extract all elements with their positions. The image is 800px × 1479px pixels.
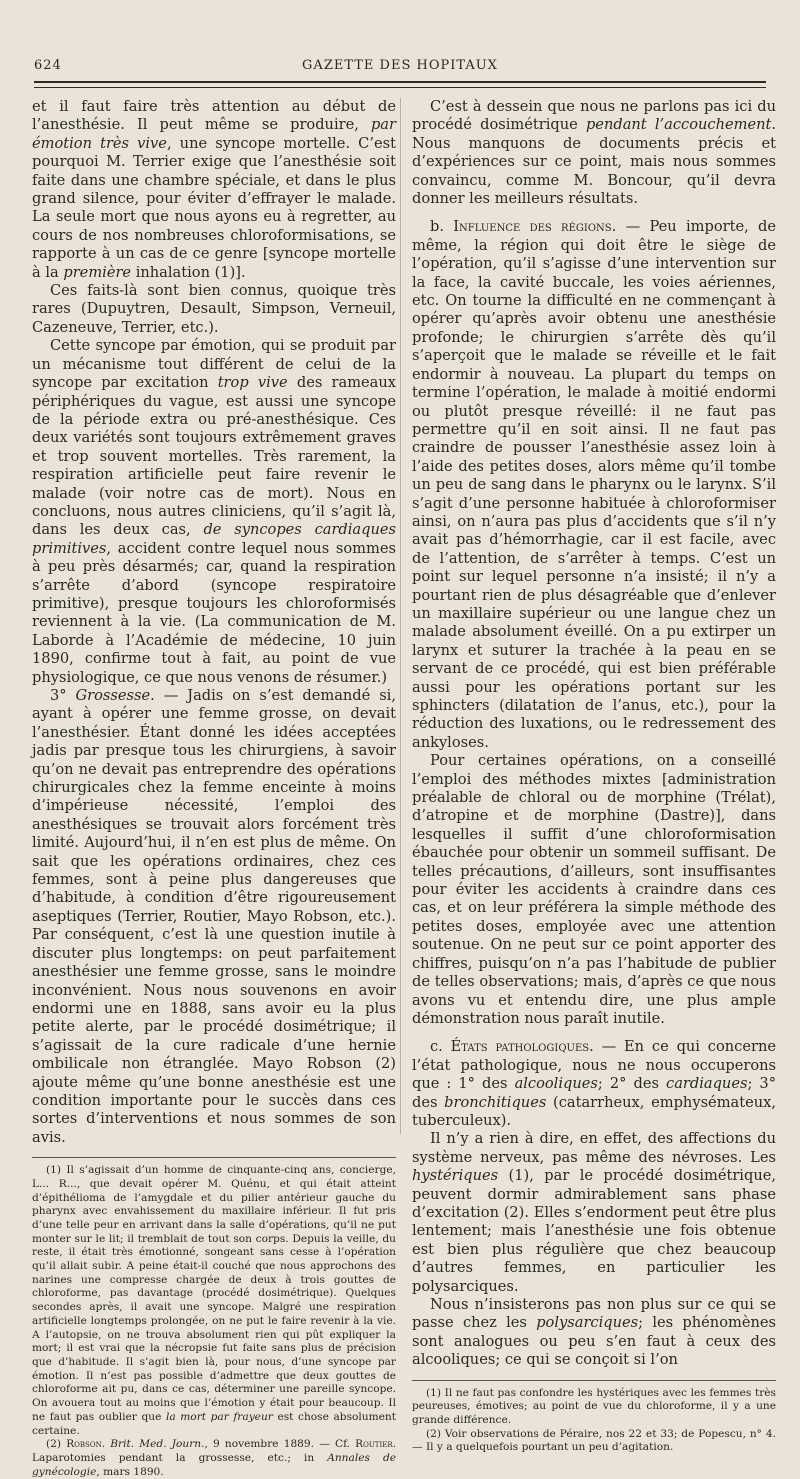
paragraph-known-facts: Ces faits-là sont bien connus, quoique très rares (Dupuytren, Desault, Simpson, Verneuil, Cazeneuve, Terrier, etc.). [32, 282, 396, 336]
footnote-rule [32, 1157, 396, 1158]
right-column [412, 98, 776, 1455]
page-header [34, 58, 766, 78]
footnote-1: (1) Il ne faut pas confondre les hystériques avec les femmes très peureuses, émotives; au point de vue du chloroforme, il y a une grande différence. [412, 1386, 776, 1427]
footnotes-left [32, 1164, 396, 1479]
header-rule-thin [34, 87, 766, 88]
paragraph-influence-regions: b. Influence des régions. — Peu importe, de même, la région qui doit être le siège de l’opération, qu’il s’agisse d’une intervention sur la face, la cavité buccale, les voies aériennes, etc. On tourne la difficulté en ne commençant à opérer qu’après avoir obtenu une anesthésie profonde; le chirurgien s’arrête dès qu’il s’aperçoit que le malade se réveille et le fait endormir à nouveau. La plupart du temps on termine l’opération, le malade à moitié endormi ou plutôt presque réveillé: il ne faut pas permettre qu’il en soit ainsi. Il ne faut pas craindre de pousser l’anesthésie assez loin à l’aide des petites doses, alors même qu’il tombe un peu de sang dans le pharynx ou le larynx. S’il s’agit d’une personne habituée à chloroformiser ainsi, on n’aura pas plus d’accidents que s’il n’y avait pas d’hémorrhagie, car il est facile, avec de l’attention, de s’arrêter à temps. C’est un point sur lequel personne n’a insisté; il n’y a pourtant rien de plus désagréable que d’enlever un maxillaire supérieur ou une langue chez un malade absolument éveillé. On a pu extirper un larynx et suturer la trachée à la peau en se servant de ce procédé, qui est bien préférable aussi pour les opérations portant sur les sphincters (dilatation de l’anus, etc.), pour la réduction des luxations, ou le redressement des ankyloses. [412, 218, 777, 751]
column-divider [400, 98, 401, 1134]
paragraph-methodes-mixtes: Pour certaines opérations, on a conseillé l’emploi des méthodes mixtes [administration préalable de chloral ou de morphine (Trélat), d’atropine et de morphine (Dastre)], dans lesquelles il suffit d’une chloroformisation ébauchée pour obtenir un sommeil suffisant. De telles précautions, d’ailleurs, sont insuffisantes pour éviter les accidents à craindre dans ces cas, et on leur préférera la simple méthode des petites doses, employée avec une attention soutenue. On ne peut sur ce point apporter des chiffres, puisqu’on n’a pas l’habitude de publier de telles observations; mais, d’après ce que nous avons vu et entendu dire, une plus ample démonstration nous paraît inutile. [412, 752, 776, 1027]
paragraph-syncope-emotion: Cette syncope par émotion, qui se produit par un mécanisme tout différent de celui de la syncope par excitation trop vive des rameaux périphériques du vague, est aussi une syncope de la période extra ou pré-anesthésique. Ces deux variétés sont toujours extrêmement graves et trop souvent mortelles. Très rarement, la respiration artificielle peut faire revenir le malade (voir notre cas de mort). Nous en concluons, nous autres cliniciens, qu’il s’agit là, dans les deux cas, de syncopes cardiaques primitives, accident contre lequel nous sommes à peu près désarmés; car, quand la respiration s’arrête d’abord (syncope respiratoire primitive), presque toujours les chloroformisés reviennent à la vie. (La communication de M. Laborde à l’Académie de médecine, 10 juin 1890, confirme tout à fait, au point de vue physiologique, ce que nous venons de résumer.) [32, 337, 397, 686]
paragraph-accouchement: C’est à dessein que nous ne parlons pas ici du procédé dosimétrique pendant l’accouchement. Nous manquons de documents précis et d’expériences sur ce point, mais nous sommes convaincu, comme M. Boncour, qu’il devra donner les meilleurs résultats. [412, 98, 776, 208]
page-number: 624 [34, 58, 62, 73]
footnote-2: (2) Robson. Brit. Med. Journ., 9 novembre 1889. — Cf. Routier. Laparotomies pendant la grossesse, etc.; in Annales de gynécologie, mars 1890. [32, 1438, 397, 1478]
footnote-rule [412, 1380, 776, 1381]
footnote-2: (2) Voir observations de Péraire, nos 22 et 33; de Popescu, n° 4. — Il y a quelquefois pourtant un peu d’agitation. [412, 1427, 776, 1454]
paragraph-etats-pathologiques: c. États pathologiques. — En ce qui concerne l’état pathologique, nous ne nous occuperons que : 1° des alcooliques; 2° des cardiaques; 3° des bronchitiques (catarrheux, emphysémateux, tuberculeux). [412, 1038, 777, 1129]
paragraph-polysarciques: Nous n’insisterons pas non plus sur ce qui se passe chez les polysarciques; les phénomènes sont analogues ou peu s’en faut à ceux des alcooliques; ce qui se conçoit si l’on [412, 1296, 776, 1369]
left-column [32, 98, 396, 1479]
paragraph-emotion-intro: et il faut faire très attention au début de l’anesthésie. Il peut même se produire, par émotion très vive, une syncope mortelle. C’est pourquoi M. Terrier exige que l’anesthésie soit faite dans une chambre spéciale, et dans le plus grand silence, pour éviter d’effrayer le malade. La seule mort que nous ayons eu à regretter, au cours de nos nombreuses chloroformisations, se rapporte à un cas de ce genre [syncope mortelle à la première inhalation (1)]. [32, 98, 396, 281]
paragraph-hysteriques: Il n’y a rien à dire, en effet, des affections du système nerveux, pas même des névroses. Les hystériques (1), par le procédé dosimétrique, peuvent dormir admirablement sans phase d’excitation (2). Elles s’endorment peut être plus lentement; mais l’anesthésie une fois obtenue est bien plus régulière que chez beaucoup d’autres femmes, en particulier les polysarciques. [412, 1130, 776, 1295]
journal-title: GAZETTE DES HOPITAUX [302, 58, 498, 73]
footnotes-right [412, 1387, 776, 1456]
header-rule-thick [34, 81, 766, 83]
paragraph-grossesse: 3° Grossesse. — Jadis on s’est demandé si, ayant à opérer une femme grosse, on devait l’anesthésier. Étant donné les idées acceptées jadis par presque tous les chirurgiens, à savoir qu’on ne devait pas entreprendre des opérations chirurgicales chez la femme enceinte à moins d’impérieuse nécessité, l’emploi des anesthésiques se trouvait alors forcément très limité. Aujourd’hui, il n’en est plus de même. On sait que les opérations ordinaires, chez ces femmes, sont à peine plus dangereuses que d’habitude, à condition d’être rigoureusement aseptiques (Terrier, Routier, Mayo Robson, etc.). Par conséquent, c’est là une question inutile à discuter plus longtemps: on peut parfaitement anesthésier une femme grosse, sans le moindre inconvénient. Nous nous souvenons en avoir endormi une en 1888, sans avoir eu la plus petite alerte, par le procédé dosimétrique; il s’agissait de la cure radicale d’une hernie ombilicale non étranglée. Mayo Robson (2) ajoute même qu’une bonne anesthésie est une condition importante pour le succès dans ces sortes d’interventions et nous sommes de son avis. [32, 687, 396, 1146]
footnote-1: (1) Il s’agissait d’un homme de cinquante-cinq ans, concierge, L... R..., que devait opérer M. Quénu, et qui était atteint d’épithélioma de l’amygdale et du pilier antérieur gauche du pharynx avec envahissement du maxillaire inférieur. Il fut pris d’une telle peur en arrivant dans la salle d’opérations, qu’il ne put monter sur le lit; il tremblait de tout son corps. Depuis la veille, du reste, il était très émotionné, songeant sans cesse à l’opération qu’il allait subir. A peine était-il couché que nous approchons des narines une compresse chargée de deux à trois gouttes de chloroforme, pas davantage (procédé dosimétrique). Quelques secondes après, il avait une syncope. Malgré une respiration artificielle longtemps prolongée, on ne put le faire revenir à la vie. A l’autopsie, on ne trouva absolument rien qui pût expliquer la mort; il est vrai que la nécropsie fut faite sans plus de précision que d’habitude. Il s’agit bien là, pour nous, d’une syncope par émotion. Il n’est pas possible d’admettre que deux gouttes de chloroforme ait pu, dans ce cas, déterminer une pareille syncope. On avouera tout au moins que l’émotion y était pour beaucoup. Il ne faut pas oublier que la mort par frayeur est chose absolument certaine. [32, 1164, 396, 1437]
